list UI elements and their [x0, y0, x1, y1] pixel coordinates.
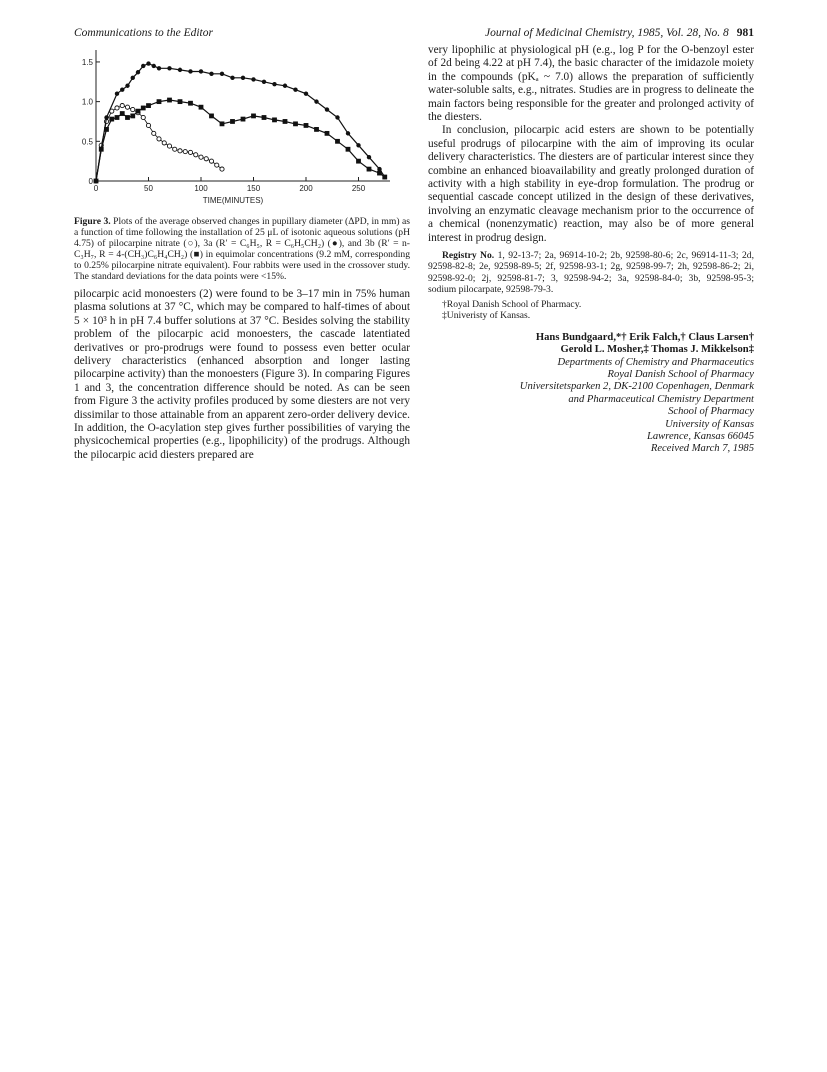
journal-citation: [485, 27, 754, 39]
y-tick-label: 0.5: [81, 137, 93, 147]
data-point-open-circle: [162, 141, 166, 145]
data-point-open-circle: [120, 103, 124, 107]
data-point-filled-circle: [152, 64, 156, 68]
data-point-filled-square: [125, 115, 130, 120]
data-point-open-circle: [209, 159, 213, 163]
data-point-open-circle: [178, 149, 182, 153]
data-point-filled-square: [283, 119, 288, 124]
data-point-filled-square: [104, 127, 109, 132]
data-point-filled-circle: [167, 66, 171, 70]
page-number: 981: [736, 27, 754, 39]
data-point-filled-circle: [146, 61, 150, 65]
data-point-filled-circle: [283, 84, 287, 88]
data-point-filled-square: [99, 147, 104, 152]
data-point-open-circle: [152, 131, 156, 135]
data-point-open-circle: [131, 107, 135, 111]
data-point-filled-square: [130, 114, 135, 119]
data-point-filled-circle: [230, 76, 234, 80]
data-point-filled-square: [146, 103, 151, 108]
page-header: [74, 27, 754, 43]
affiliation-footnotes: [442, 299, 754, 322]
data-point-filled-circle: [120, 88, 124, 92]
section-title: Communications to the Editor: [74, 27, 213, 39]
data-point-filled-square: [178, 99, 183, 104]
data-point-open-circle: [183, 150, 187, 154]
data-point-filled-circle: [157, 66, 161, 70]
x-axis-label: TIME(MINUTES): [202, 196, 264, 205]
caption-text: Plots of the average observed changes in pupillary diameter (ΔPD, in mm) as a function of time following the installation of 25 μL of isotonic aqueous solutions (pH 4.75) of pilocarpine nitrate (○), 3a (R′ = C₆H₅, R = C₆H₅CH₂) (●), and 3b (R′ = n-C₃H₇, R = 4-(CH₃)C₆H₄CH₂) (■) in equimolar concentrations (9.2 mM, corresponding to 0.25% pilocarpine nitrate equivalent). Four rabbits were used in the crossover study. The standard deviations for the data points were <15%.: [74, 216, 410, 282]
x-tick-label: 200: [299, 184, 313, 193]
data-point-filled-square: [115, 115, 120, 120]
data-point-filled-square: [120, 111, 125, 116]
x-tick-label: 100: [194, 184, 208, 193]
caption-label: Figure 3.: [74, 216, 111, 227]
data-point-filled-circle: [293, 88, 297, 92]
data-point-filled-circle: [136, 70, 140, 74]
data-point-filled-square: [293, 121, 298, 126]
right-column: [428, 44, 754, 456]
data-point-filled-circle: [346, 131, 350, 135]
data-point-filled-square: [356, 159, 361, 164]
registry-text: 1, 92-13-7; 2a, 96914-10-2; 2b, 92598-80-6; 2c, 96914-11-3; 2d, 92598-82-8; 2e, 92598-89-5; 2f, 92598-93-1; 2g, 92598-99-7; 2h, 92598-86-2; 2i, 92598-92-0; 2j, 92598-81-7; 3, 92598-94-2; 3a, 92598-84-0; 3b, 92598-95-3; sodium pilocarpate, 92598-79-3.: [428, 250, 755, 295]
data-point-filled-square: [109, 117, 114, 122]
data-point-filled-circle: [125, 84, 129, 88]
data-point-filled-square: [367, 167, 372, 172]
data-point-open-circle: [167, 144, 171, 148]
data-point-filled-square: [346, 147, 351, 152]
data-point-filled-square: [272, 117, 277, 122]
x-tick-label: 150: [246, 184, 261, 193]
registry-numbers: [428, 250, 754, 295]
data-point-filled-square: [230, 119, 235, 124]
data-point-filled-circle: [251, 77, 255, 81]
data-point-open-circle: [141, 115, 145, 119]
data-point-filled-circle: [367, 155, 371, 159]
data-point-filled-square: [377, 171, 382, 176]
data-point-open-circle: [115, 106, 119, 110]
affiliation-1: †Royal Danish School of Pharmacy.: [442, 298, 582, 310]
data-point-filled-circle: [220, 72, 224, 76]
series-line-filled-circle: [96, 64, 385, 182]
data-point-filled-square: [188, 101, 193, 106]
address-line: Lawrence, Kansas 66045: [646, 430, 754, 442]
figure-3-chart: [74, 44, 410, 212]
data-point-filled-square: [167, 98, 172, 103]
data-point-filled-square: [262, 115, 267, 120]
received-date: Received March 7, 1985: [650, 443, 754, 455]
data-point-filled-square: [325, 131, 330, 136]
data-point-filled-square: [241, 117, 246, 122]
data-point-filled-circle: [335, 115, 339, 119]
address-line: Royal Danish School of Pharmacy: [607, 368, 754, 380]
author-names-line-2: Gerold L. Mosher,‡ Thomas J. Mikkelson‡: [560, 344, 754, 356]
data-point-filled-square: [94, 179, 99, 184]
x-tick-label: 250: [351, 184, 366, 193]
data-point-filled-square: [314, 127, 319, 132]
data-point-open-circle: [188, 150, 192, 154]
data-point-filled-circle: [262, 80, 266, 84]
data-point-filled-circle: [304, 91, 308, 95]
data-point-filled-circle: [314, 99, 318, 103]
data-point-filled-circle: [325, 107, 329, 111]
data-point-filled-square: [157, 99, 162, 104]
data-point-open-circle: [204, 157, 208, 161]
data-point-filled-circle: [199, 69, 203, 73]
data-point-filled-circle: [272, 82, 276, 86]
data-point-filled-square: [382, 175, 387, 180]
data-point-filled-circle: [356, 143, 360, 147]
data-point-filled-circle: [141, 64, 145, 68]
address-line: and Pharmaceutical Chemistry Department: [568, 393, 754, 405]
x-tick-label: 50: [144, 184, 153, 193]
data-point-open-circle: [125, 105, 129, 109]
left-column: [74, 44, 410, 462]
registry-label: Registry No.: [442, 250, 495, 262]
data-point-filled-circle: [115, 91, 119, 95]
data-point-filled-square: [141, 106, 146, 111]
right-body-paragraph-2: In conclusion, pilocarpic acid esters are shown to be potentially useful prodrugs of pilocarpine with the aim of improving its ocular delivery characteristics. The diesters are of particular interest since they combine an enhanced bioavailability and greatly prolonged duration of activity with a high stability in eye-drop formulation. The prodrug or sequential cascade concept utilized in the design of these derivatives, involving an enzymatic cleavage mechanism prior to the occurrence of a chemical (nonenzymatic) reaction, may also be of more general interest in prodrug design.: [428, 124, 754, 244]
left-body-paragraph: pilocarpic acid monoesters (2) were found to be 3–17 min in 75% human plasma solutions at 37 °C, which may be compared to half-times of about 5 × 10³ h in pH 7.4 buffer solutions at 37 °C. Besides solving the stability problem of the pilocarpic acid monoesters, the cascade latentiated derivatives or pro-prodrugs were found to possess even better ocular delivery characteristics (enhanced absorption and longer lasting pilocarpine activity) than the monoesters (Figure 3). In comparing Figures 1 and 3, the concentration difference should be noted. As can be seen from Figure 3 the activity profiles produced by some diesters are not very dissimilar to those attainable from an apparent zero-order delivery device. In addition, the O-acylation step gives further possibilities of varying the physicochemical properties (e.g., lipophilicity) of the prodrugs. Although the pilocarpic acid diesters prepared are: [74, 288, 410, 461]
figure-3: [74, 44, 410, 212]
data-point-filled-square: [304, 123, 309, 128]
address-line: Departments of Chemistry and Pharmaceutics: [557, 356, 754, 368]
author-block: [428, 332, 754, 456]
address-line: University of Kansas: [665, 418, 754, 430]
data-point-filled-square: [199, 105, 204, 110]
address-line: Universitetsparken 2, DK-2100 Copenhagen, Denmark: [519, 381, 754, 393]
data-point-open-circle: [199, 155, 203, 159]
data-point-filled-circle: [104, 115, 108, 119]
x-tick-label: 0: [93, 184, 99, 193]
data-point-filled-circle: [377, 167, 381, 171]
y-tick-label: 1.0: [81, 97, 93, 107]
data-point-open-circle: [220, 167, 224, 171]
right-body-paragraph-1: very lipophilic at physiological pH (e.g., log P for the O-benzoyl ester of 2d being 4.22 at pH 7.4), the basic character of the imidazole moiety in the compounds (pKₐ ~ 7.0) allows the preparation of sufficiently water-soluble salts, e.g., nitrates. Studies are in progress to delineate the main factors being responsible for the greater and prolonged activity of the diesters.: [428, 44, 754, 124]
affiliation-2: ‡Univeristy of Kansas.: [442, 310, 531, 322]
data-point-filled-circle: [241, 76, 245, 80]
data-point-filled-circle: [131, 76, 135, 80]
data-point-open-circle: [146, 123, 150, 127]
data-point-filled-circle: [178, 68, 182, 72]
data-point-filled-square: [209, 114, 214, 119]
data-point-open-circle: [194, 153, 198, 157]
data-point-filled-square: [335, 139, 340, 144]
y-tick-label: 0: [88, 177, 93, 186]
data-point-filled-square: [220, 121, 225, 126]
data-point-filled-square: [251, 114, 256, 119]
address-line: School of Pharmacy: [668, 406, 754, 418]
data-point-filled-circle: [209, 72, 213, 76]
data-point-open-circle: [215, 163, 219, 167]
journal-name: Journal of Medicinal Chemistry, 1985, Vol. 28, No. 8: [485, 27, 729, 39]
data-point-filled-square: [136, 109, 141, 114]
data-point-open-circle: [173, 147, 177, 151]
figure-caption: [74, 216, 410, 282]
author-names-line-1: Hans Bundgaard,*† Erik Falch,† Claus Larsen†: [535, 331, 754, 343]
data-point-open-circle: [157, 137, 161, 141]
y-tick-label: 1.5: [81, 57, 93, 67]
data-point-filled-circle: [188, 69, 192, 73]
